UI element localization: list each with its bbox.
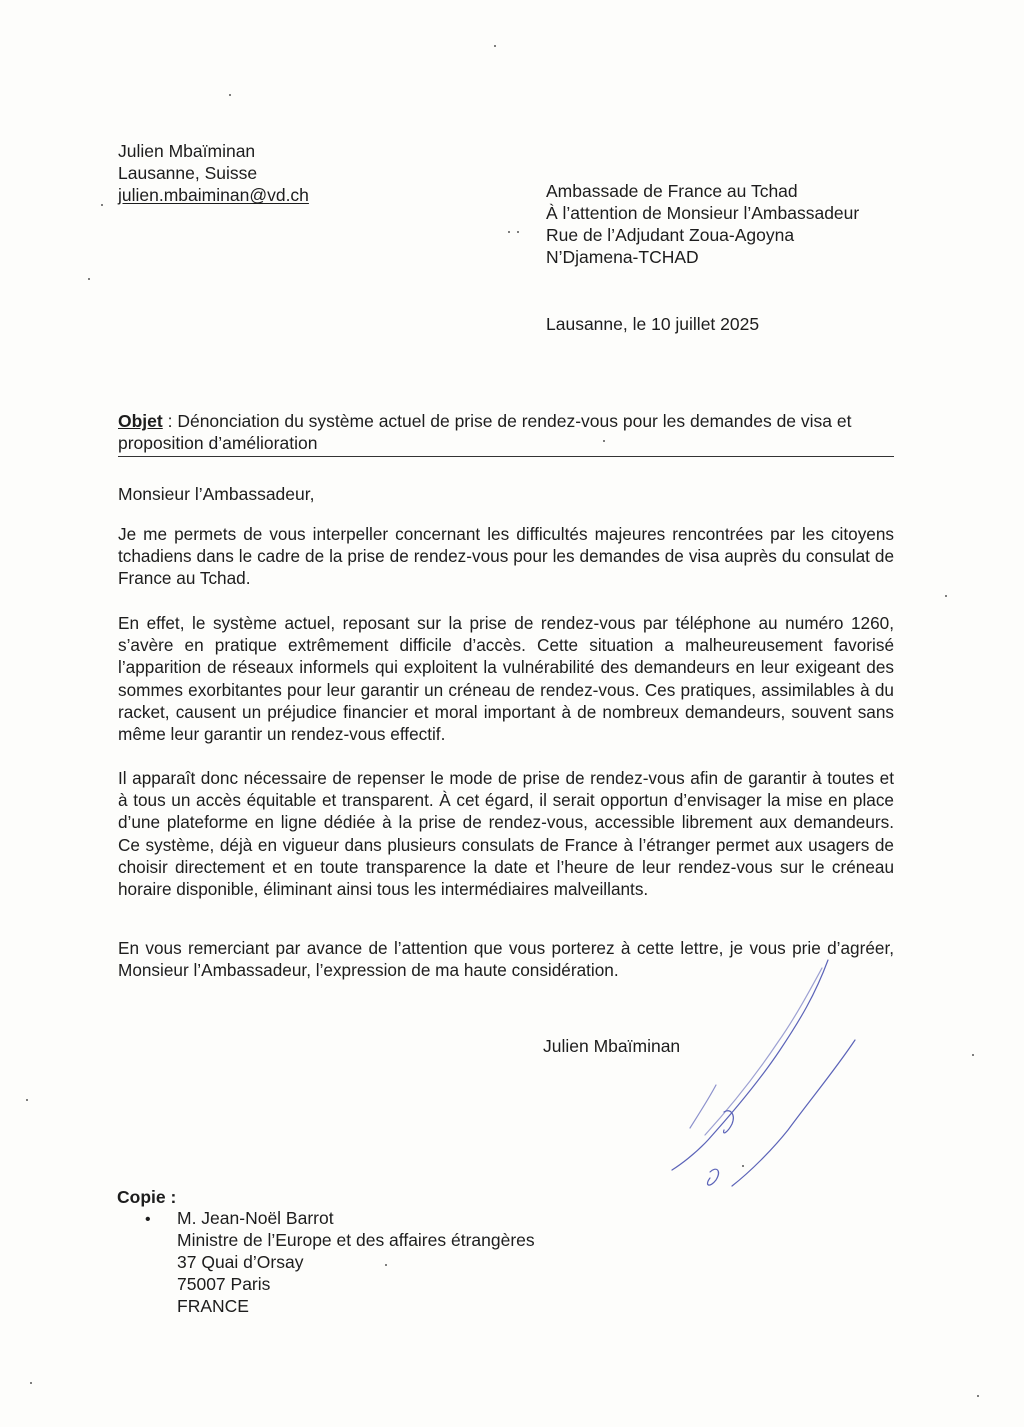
copy-recipient-address xyxy=(177,1207,535,1317)
scan-speck xyxy=(517,231,519,233)
scan-speck xyxy=(508,231,510,233)
bullet-icon: • xyxy=(145,1211,151,1228)
signature-name: Julien Mbaïminan xyxy=(543,1036,681,1056)
scan-speck xyxy=(977,1395,979,1397)
handwritten-signature xyxy=(650,940,880,1200)
subject-text: Dénonciation du système actuel de prise de rendez-vous pour les demandes de visa et proposition d’amélioration xyxy=(118,411,852,453)
copy-line: Ministre de l’Europe et des affaires étrangères xyxy=(177,1230,535,1250)
recipient-line: N’Djamena-TCHAD xyxy=(546,247,699,267)
body-paragraph: En vous remerciant par avance de l’attention que vous porterez à cette lettre, je vous prie d’agréer, Monsieur l’Ambassadeur, l’expression de ma haute considération. xyxy=(118,938,894,981)
sender-city: Lausanne, Suisse xyxy=(118,163,258,183)
copy-line: M. Jean-Noël Barrot xyxy=(177,1208,334,1228)
scan-speck xyxy=(494,45,496,47)
body-paragraph: Je me permets de vous interpeller concernant les difficultés majeures rencontrées par les citoyens tchadiens dans le cadre de la prise de rendez-vous pour les demandes de visa auprès du consulat de France au Tchad. xyxy=(118,524,894,589)
sender-name: Julien Mbaïminan xyxy=(118,141,256,161)
scan-speck xyxy=(30,1382,32,1384)
recipient-line: À l’attention de Monsieur l’Ambassadeur xyxy=(546,203,860,223)
body-paragraph: Il apparaît donc nécessaire de repenser le mode de prise de rendez-vous afin de garantir à toutes et à tous un accès équitable et transparent. À cet égard, il serait opportun d’envisager la mise en place d’une plateforme en ligne dédiée à la prise de rendez-vous, accessible librement aux demandeurs. Ce système, déjà en vigueur dans plusieurs consulats de France à l’étranger permet aux usagers de choisir directement et en toute transparence la date et l’heure de leur rendez-vous sur le créneau horaire disponible, éliminant ainsi tous les intermédiaires malveillants. xyxy=(118,768,894,900)
subject-separator: : xyxy=(162,411,178,431)
copy-line: 75007 Paris xyxy=(177,1274,271,1294)
sender-email-link[interactable]: julien.mbaiminan@vd.ch xyxy=(118,185,309,205)
scan-speck xyxy=(229,94,231,96)
scan-speck xyxy=(101,204,103,206)
scan-speck xyxy=(88,278,90,280)
salutation: Monsieur l’Ambassadeur, xyxy=(118,484,315,504)
scan-speck xyxy=(972,1054,974,1056)
letter-date: Lausanne, le 10 juillet 2025 xyxy=(546,314,760,334)
recipient-line: Rue de l’Adjudant Zoua-Agoyna xyxy=(546,225,795,245)
subject-line xyxy=(118,410,894,457)
subject-label: Objet xyxy=(118,411,163,431)
scan-speck xyxy=(945,595,947,597)
copy-line: 37 Quai d’Orsay xyxy=(177,1252,304,1272)
recipient-address xyxy=(546,180,859,268)
copy-line: FRANCE xyxy=(177,1296,249,1316)
scan-speck xyxy=(26,1099,28,1101)
copy-label: Copie : xyxy=(117,1187,177,1207)
sender-address xyxy=(118,140,309,206)
recipient-line: Ambassade de France au Tchad xyxy=(546,181,798,201)
body-paragraph: En effet, le système actuel, reposant sur la prise de rendez-vous par téléphone au numéro 1260, s’avère en pratique extrêmement difficile d’accès. Cette situation a malheureusement favorisé l’apparition de réseaux informels qui exploitent la vulnérabilité des demandeurs en leur exigeant des sommes exorbitantes pour leur garantir un créneau de rendez-vous. Ces pratiques, assimilables à du racket, causent un préjudice financier et moral important à de nombreux demandeurs, souvent sans même leur garantir un rendez-vous effectif. xyxy=(118,613,894,745)
